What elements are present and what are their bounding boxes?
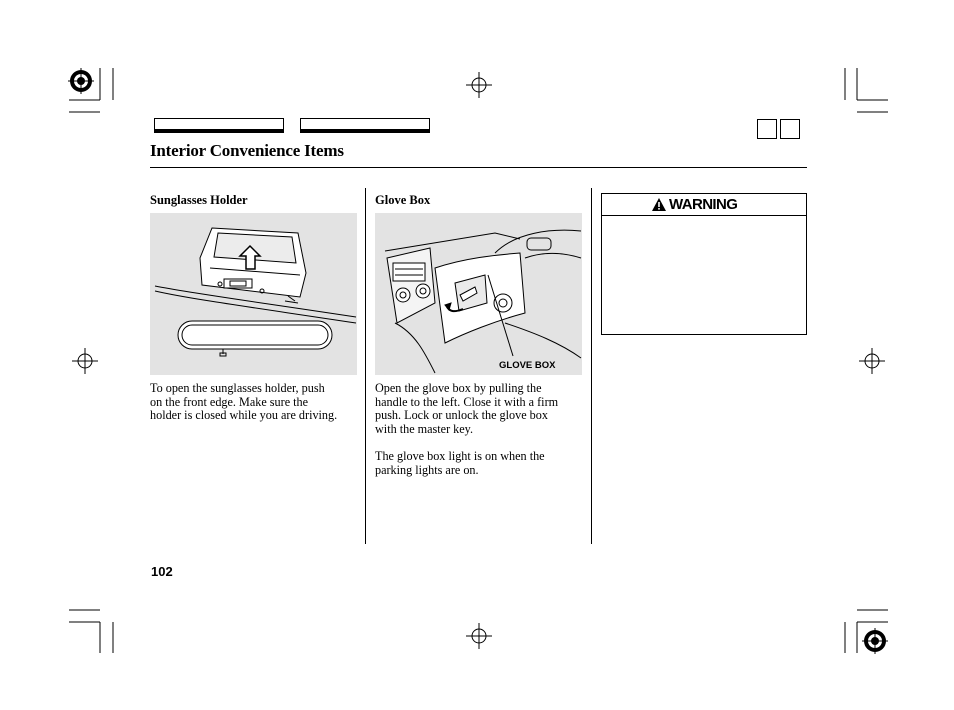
sunglasses-heading: Sunglasses Holder <box>150 193 248 207</box>
column-divider-1 <box>365 188 366 544</box>
glovebox-text-line-3: push. Lock or unlock the glove box <box>375 408 548 423</box>
header-tab-left <box>154 118 284 133</box>
sunglasses-text <box>150 382 365 423</box>
warning-label: WARNING <box>669 196 738 213</box>
warning-header <box>602 194 806 216</box>
glovebox-light-line-2: parking lights are on. <box>375 462 479 477</box>
header-tab-right <box>300 118 430 133</box>
page-title: Interior Convenience Items <box>150 141 344 160</box>
glovebox-text-line-1: Open the glove box by pulling the <box>375 381 542 395</box>
sunglasses-text-line-1: To open the sunglasses holder, push <box>150 381 325 395</box>
glovebox-illustration <box>375 213 582 375</box>
glovebox-callout: GLOVE BOX <box>499 360 556 371</box>
glovebox-text-line-4: with the master key. <box>375 421 474 436</box>
sunglasses-text-line-3: holder is closed while you are driving. <box>150 408 338 423</box>
warning-box <box>601 193 807 335</box>
column-divider-2 <box>591 188 592 544</box>
sunglasses-holder-illustration <box>150 213 357 375</box>
glovebox-text-line-2: handle to the left. Close it with a firm <box>375 394 559 409</box>
glovebox-text <box>375 382 590 436</box>
glovebox-light-text <box>375 450 590 477</box>
page-number: 102 <box>151 564 173 579</box>
title-rule <box>150 167 807 168</box>
glovebox-heading: Glove Box <box>375 193 431 207</box>
header-box-2 <box>780 119 800 139</box>
warning-triangle-icon <box>651 197 667 212</box>
header-box-1 <box>757 119 777 139</box>
sunglasses-text-line-2: on the front edge. Make sure the <box>150 394 309 409</box>
glovebox-light-line-1: The glove box light is on when the <box>375 449 545 463</box>
